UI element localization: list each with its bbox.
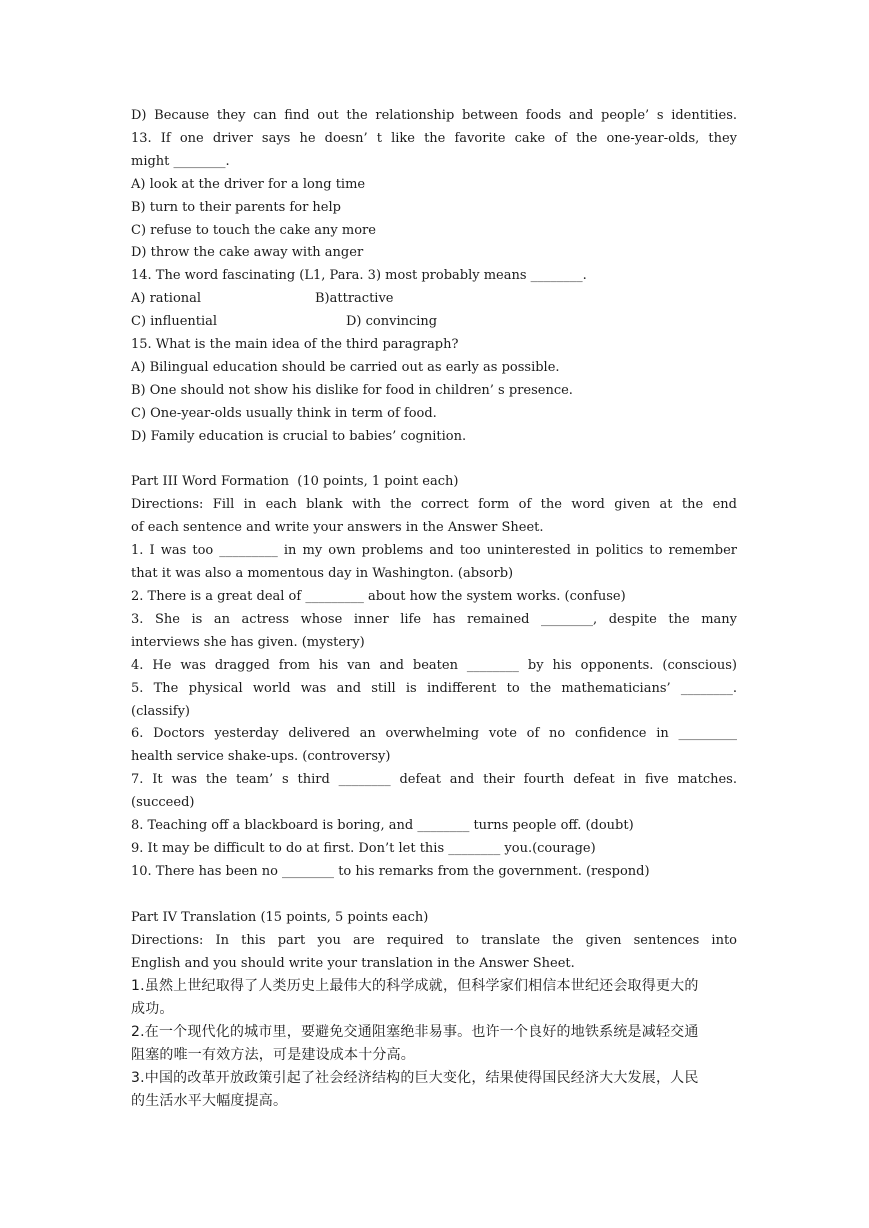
part4-item-3-line2: 的生活水平大幅度提高。 <box>131 1092 288 1109</box>
part4-item-3-line1: 3.中国的改革开放政策引起了社会经济结构的巨大变化，结果使得国民经济大大发展，人民 <box>131 1070 699 1087</box>
q13-option-a: A) look at the driver for a long time <box>131 176 366 192</box>
q15-option-b: B) One should not show his dislike for food in children’ s presence. <box>131 382 573 398</box>
q15-stem: 15. What is the main idea of the third paragraph? <box>131 337 459 353</box>
exam-page <box>131 105 737 1113</box>
part4-item-2-line2: 阻塞的唯一有效方法，可是建设成本十分高。 <box>131 1047 415 1064</box>
part3-sentence-8: 8. Teaching off a blackboard is boring, and ________ turns people off. (doubt) <box>131 818 634 834</box>
q15-option-a: A) Bilingual education should be carried out as early as possible. <box>131 359 560 375</box>
q13-stem-line1: 13. If one driver says he doesn’ t like the favorite cake of the one-year-olds, they <box>131 130 737 146</box>
section-spacer <box>131 884 737 907</box>
part4-item-2-line1: 2.在一个现代化的城市里，要避免交通阻塞绝非易事。也许一个良好的地铁系统是减轻交通 <box>131 1024 699 1041</box>
part3-sentence-5-line1: 5. The physical world was and still is indifferent to the mathematicians’ ________. <box>131 680 737 696</box>
q15-option-d: D) Family education is crucial to babies’ cognition. <box>131 428 467 444</box>
part3-sentence-7-line2: (succeed) <box>131 795 195 811</box>
part3-sentence-5-line2: (classify) <box>131 703 190 719</box>
part3-sentence-6-line2: health service shake-ups. (controversy) <box>131 749 391 765</box>
q15-option-c: C) One-year-olds usually think in term of food. <box>131 405 437 421</box>
q13-option-b: B) turn to their parents for help <box>131 199 341 215</box>
part3-sentence-9: 9. It may be difficult to do at first. Don’t let this ________ you.(courage) <box>131 840 596 856</box>
part3-sentence-3-line1: 3. She is an actress whose inner life has remained ________, despite the many <box>131 611 737 627</box>
q14-options-ab <box>131 288 737 311</box>
part4-directions-line2: English and you should write your translation in the Answer Sheet. <box>131 955 575 971</box>
part3-sentence-10: 10. There has been no ________ to his remarks from the government. (respond) <box>131 863 650 879</box>
q14-option-d: D) convincing <box>346 314 438 330</box>
part3-sentence-4: 4. He was dragged from his van and beaten ________ by his opponents. (conscious) <box>131 657 737 673</box>
part3-sentence-1-line2: that it was also a momentous day in Washington. (absorb) <box>131 566 514 582</box>
part3-sentence-3-line2: interviews she has given. (mystery) <box>131 634 365 650</box>
q14-options-cd <box>131 311 737 334</box>
part3-sentence-1-line1: 1. I was too _________ in my own problems and too uninterested in politics to remember <box>131 543 737 559</box>
q14-stem: 14. The word fascinating (L1, Para. 3) most probably means ________. <box>131 268 587 284</box>
q14-option-a: A) rational <box>131 291 202 307</box>
q13-option-c: C) refuse to touch the cake any more <box>131 222 376 238</box>
part3-sentence-7-line1: 7. It was the team’ s third ________ defeat and their fourth defeat in five matches. <box>131 772 737 788</box>
part4-title: Part IV Translation (15 points, 5 points each) <box>131 909 429 925</box>
q13-stem-line2: might ________. <box>131 153 230 169</box>
part4-item-1-line1: 1.虽然上世纪取得了人类历史上最伟大的科学成就，但科学家们相信本世纪还会取得更大的 <box>131 978 699 995</box>
part3-directions-line2: of each sentence and write your answers in the Answer Sheet. <box>131 520 544 536</box>
part3-title: Part III Word Formation (10 points, 1 point each) <box>131 474 459 490</box>
part3-directions-line1: Directions: Fill in each blank with the correct form of the word given at the end <box>131 497 737 513</box>
q14-option-b: B)attractive <box>315 291 394 307</box>
part4-item-1-line2: 成功。 <box>131 1001 174 1018</box>
section-spacer <box>131 449 737 472</box>
part3-sentence-2: 2. There is a great deal of _________ about how the system works. (confuse) <box>131 589 626 605</box>
q12-option-d: D) Because they can find out the relationship between foods and people’ s identities. <box>131 108 737 123</box>
part3-sentence-6-line1: 6. Doctors yesterday delivered an overwhelming vote of no confidence in _________ <box>131 726 737 742</box>
part4-directions-line1: Directions: In this part you are required to translate the given sentences into <box>131 932 737 948</box>
q13-option-d: D) throw the cake away with anger <box>131 245 364 261</box>
q14-option-c: C) influential <box>131 314 218 330</box>
